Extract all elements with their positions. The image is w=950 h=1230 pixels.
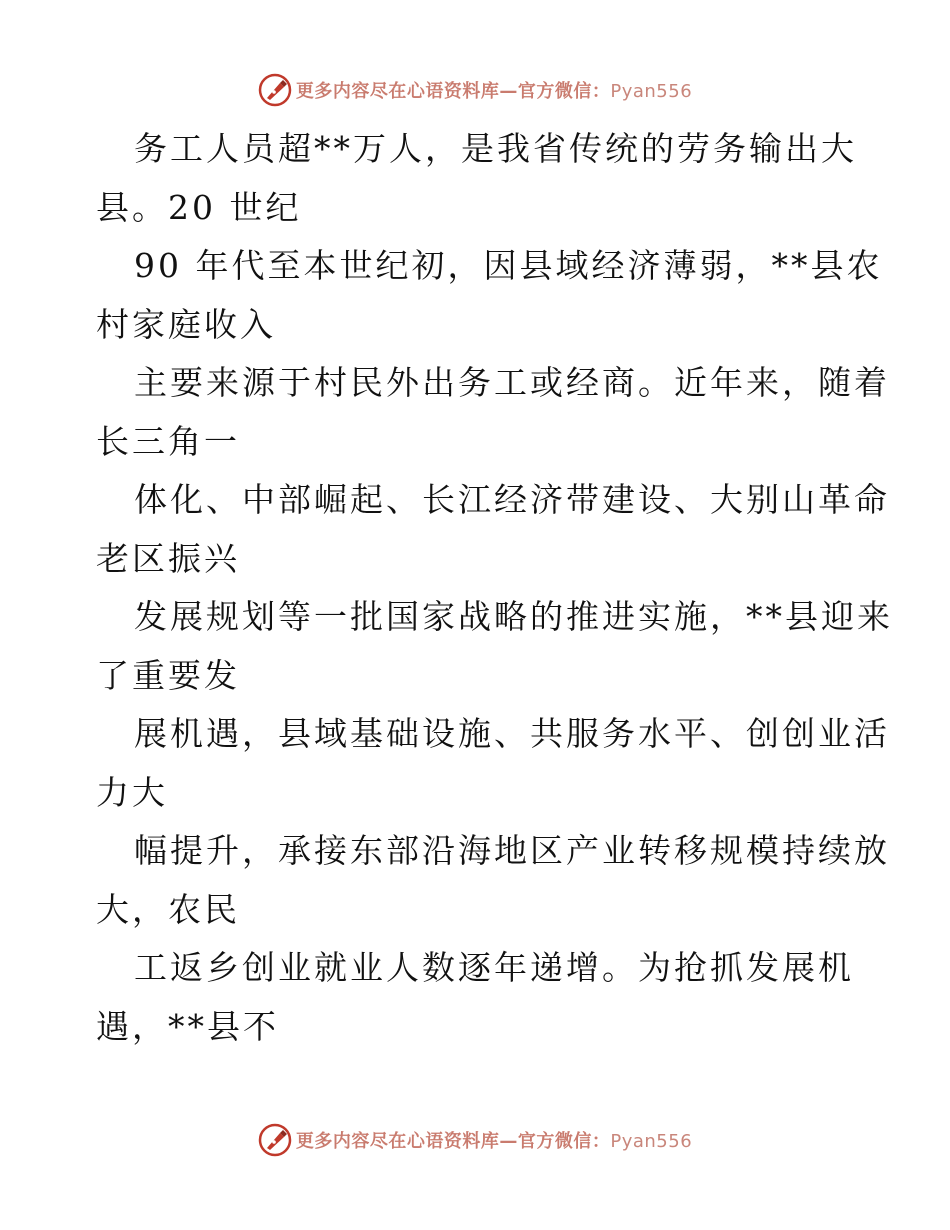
paragraph: [96, 237, 883, 354]
paragraph: [96, 120, 876, 237]
paragraph-line: 发展规划等一批国家战略的推进实施，**县迎来: [134, 597, 893, 636]
document-body: [96, 120, 893, 1056]
paragraph-line: 展机遇，县域基础设施、共服务水平、创创业活: [134, 714, 890, 753]
footer-watermark: [0, 1120, 950, 1160]
paragraph-line: 大，农民: [96, 889, 240, 929]
paragraph-line: 了重要发: [96, 655, 240, 695]
paragraph-line: 长三角一: [96, 421, 240, 461]
paragraph: [96, 705, 890, 822]
paragraph: [96, 939, 876, 1056]
paragraph-line: 幅提升，承接东部沿海地区产业转移规模持续放: [134, 831, 890, 870]
paragraph-line: 体化、中部崛起、长江经济带建设、大别山革命: [134, 480, 890, 519]
paragraph-line: 务工人员超**万人，是我省传统的劳务输出大: [134, 129, 857, 168]
watermark-label: 更多内容尽在心语资料库—官方微信：: [295, 1131, 611, 1152]
paragraph-line: 县。20 世纪: [96, 187, 302, 227]
paragraph-line: 工返乡创业就业人数逐年递增。为抢抓发展机: [134, 948, 854, 987]
paragraph-line: 遇，**县不: [96, 1006, 279, 1046]
paragraph-line: 90 年代至本世纪初，因县域经济薄弱，**县农: [134, 246, 883, 285]
paragraph: [96, 822, 890, 939]
paragraph-line: 村家庭收入: [96, 304, 276, 344]
paragraph-line: 力大: [96, 772, 168, 812]
paragraph: [96, 354, 890, 471]
header-watermark: [0, 70, 950, 110]
watermark-id: Pyan556: [610, 81, 693, 102]
pen-nib-logo-icon: [258, 1123, 292, 1157]
paragraph-line: 老区振兴: [96, 538, 240, 578]
paragraph: [96, 588, 893, 705]
paragraph-line: 主要来源于村民外出务工或经商。近年来，随着: [134, 363, 890, 402]
watermark-text: [296, 77, 692, 103]
paragraph: [96, 471, 890, 588]
pen-nib-logo-icon: [258, 73, 292, 107]
watermark-label: 更多内容尽在心语资料库—官方微信：: [295, 81, 611, 102]
watermark-text: [296, 1127, 692, 1153]
watermark-id: Pyan556: [610, 1131, 693, 1152]
